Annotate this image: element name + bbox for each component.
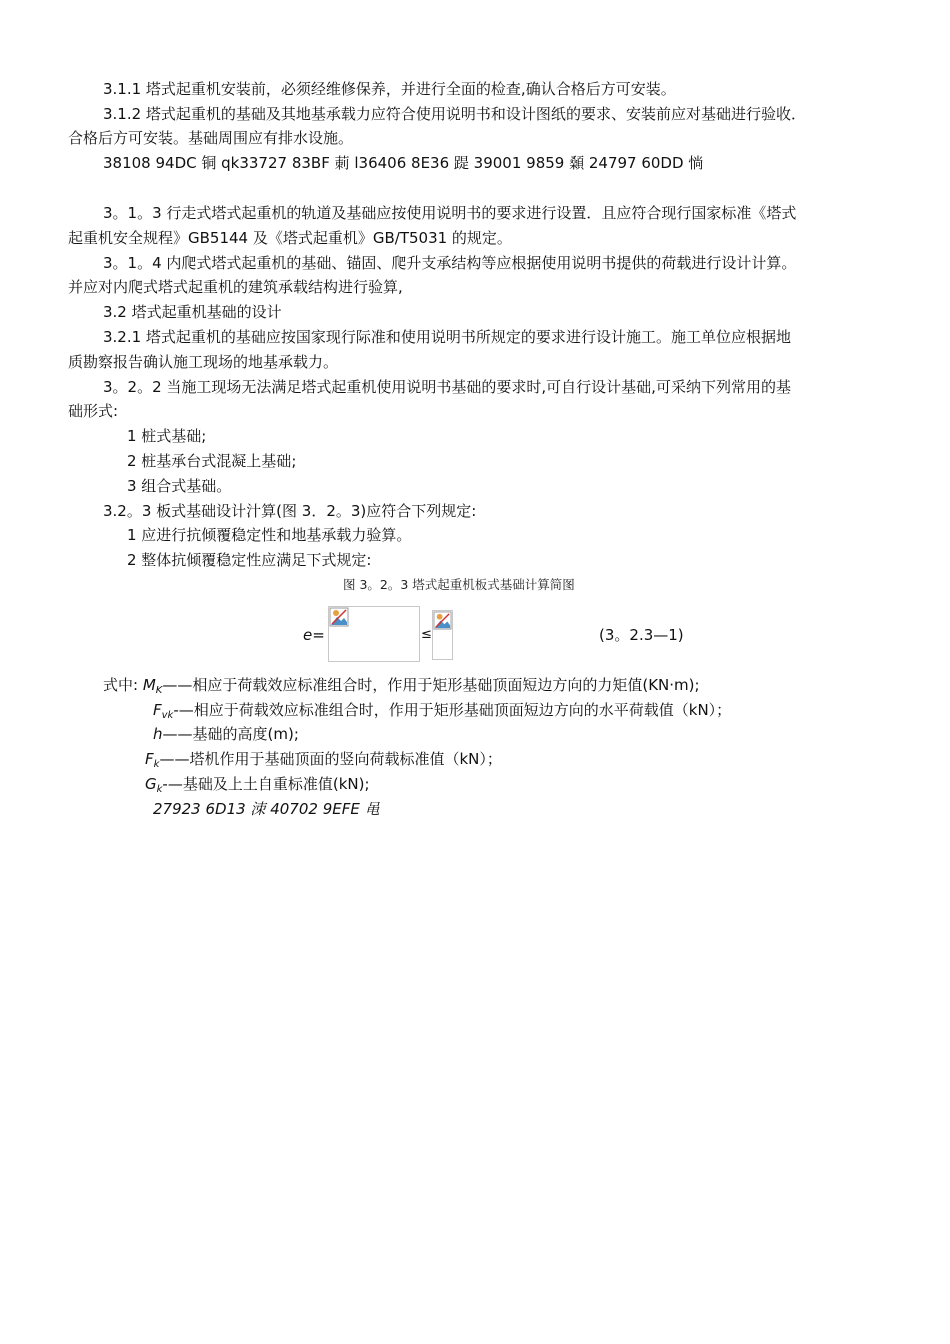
formula-less-equal: ≤ [421,627,432,642]
symbol-h: h [153,725,163,743]
definition-horizontal-load-text: -—相应于荷载效应标准组合时，作用于矩形基础顶面短边方向的水平荷载值（kN）； [173,701,732,719]
definition-self-weight [145,774,370,800]
paragraph-3-1-3-line1: 3。1。3 行走式塔式起重机的轨道及基础应按使用说明书的要求进行设置．且应符合现行国家标准《塔式 [103,204,797,222]
paragraph-3-1-2-line1: 3.1.2 塔式起重机的基础及其地基承载力应符合使用说明书和设计图纸的要求、安装前应对基础进行验收． [103,105,806,123]
figure-caption: 图 3。2。3 塔式起重机板式基础计算简图 [343,577,575,592]
symbol-mk: M [142,676,156,694]
list-item-pile-cap-foundation: 2 桩基承台式混凝上基础; [127,452,297,470]
formula-fraction-image [328,606,420,662]
formula-equals: = [312,626,325,644]
paragraph-3-2-1-line2: 质勘察报告确认施工现场的地基承载力。 [68,353,339,371]
symbol-mk-subscript: K [155,685,163,696]
symbol-fvk-subscript: vk [161,710,174,721]
symbol-gk-subscript: k [156,784,163,795]
definition-self-weight-text: -—基础及上土自重标准值(kN); [162,775,370,793]
definition-horizontal-load [153,700,731,726]
paragraph-3-1-4-line2: 并应对内爬式塔式起重机的建筑承载结构进行验算, [68,278,403,296]
definition-height [153,724,299,744]
paragraph-3-1-2-line2: 合格后方可安装。基础周围应有排水设施。 [68,129,354,147]
definitions-intro: 式中: [103,676,139,694]
definition-vertical-load-text: ——塔机作用于基础顶面的竖向荷载标准值（kN）； [159,750,502,768]
formula-bound-image [432,610,453,660]
symbol-fk: F [145,750,154,768]
paragraph-3-2-2-line2: 础形式: [68,402,119,420]
formula-variable-e: e [303,626,313,644]
list-item-overturning-formula: 2 整体抗倾覆稳定性应满足下式规定: [127,551,372,569]
definition-height-text: ——基础的高度(m); [162,725,299,743]
list-item-combined-foundation: 3 组合式基础。 [127,477,232,495]
section-heading-3-2: 3.2 塔式起重机基础的设计 [103,303,282,321]
symbol-gk: G [145,775,157,793]
paragraph-3-2-2-line1: 3。2。2 当施工现场无法满足塔式起重机使用说明书基础的要求时,可自行设计基础,可采纳下列常用的基 [103,378,791,396]
broken-image-icon [329,607,349,627]
symbol-fvk: F [153,701,162,719]
paragraph-3-1-1: 3.1.1 塔式起重机安装前，必须经维修保养，并进行全面的检查,确认合格后方可安装。 [103,80,676,98]
formula-number: (3。2.3—1) [599,626,684,644]
garbled-text-line: 38108 94DC 铜 qk33727 83BF 莿 l36406 8E36 踶 39001 9859 顙 24797 60DD 惝 [103,154,704,172]
list-item-pile-foundation: 1 桩式基础; [127,427,207,445]
garbled-text-line-2: 27923 6D13 洓 40702 9EFE 黾 [153,800,380,818]
broken-image-icon [433,611,452,630]
definition-vertical-load [145,749,502,775]
paragraph-3-2-1-line1: 3.2.1 塔式起重机的基础应按国家现行际准和使用说明书所规定的要求进行设计施工。施工单位应根据地 [103,328,791,346]
list-item-check-stability: 1 应进行抗倾覆稳定性和地基承载力验算。 [127,526,412,544]
definition-moment [103,675,700,701]
formula-lhs [303,625,325,645]
paragraph-3-1-4-line1: 3。1。4 内爬式塔式起重机的基础、锚固、爬升支承结构等应根据使用说明书提供的荷载进行设计计算。 [103,254,797,272]
paragraph-3-1-3-line2: 起重机安全规程》GB5144 及《塔式起重机》GB/T5031 的规定。 [68,229,512,247]
symbol-fk-subscript: k [153,759,160,770]
paragraph-3-2-3: 3.2。3 板式基础设计汁算(图 3．2。3)应符合下列规定: [103,502,477,520]
definition-moment-text: ——相应于荷载效应标准组合时，作用于矩形基础顶面短边方向的力矩值(KN·m); [162,676,700,694]
